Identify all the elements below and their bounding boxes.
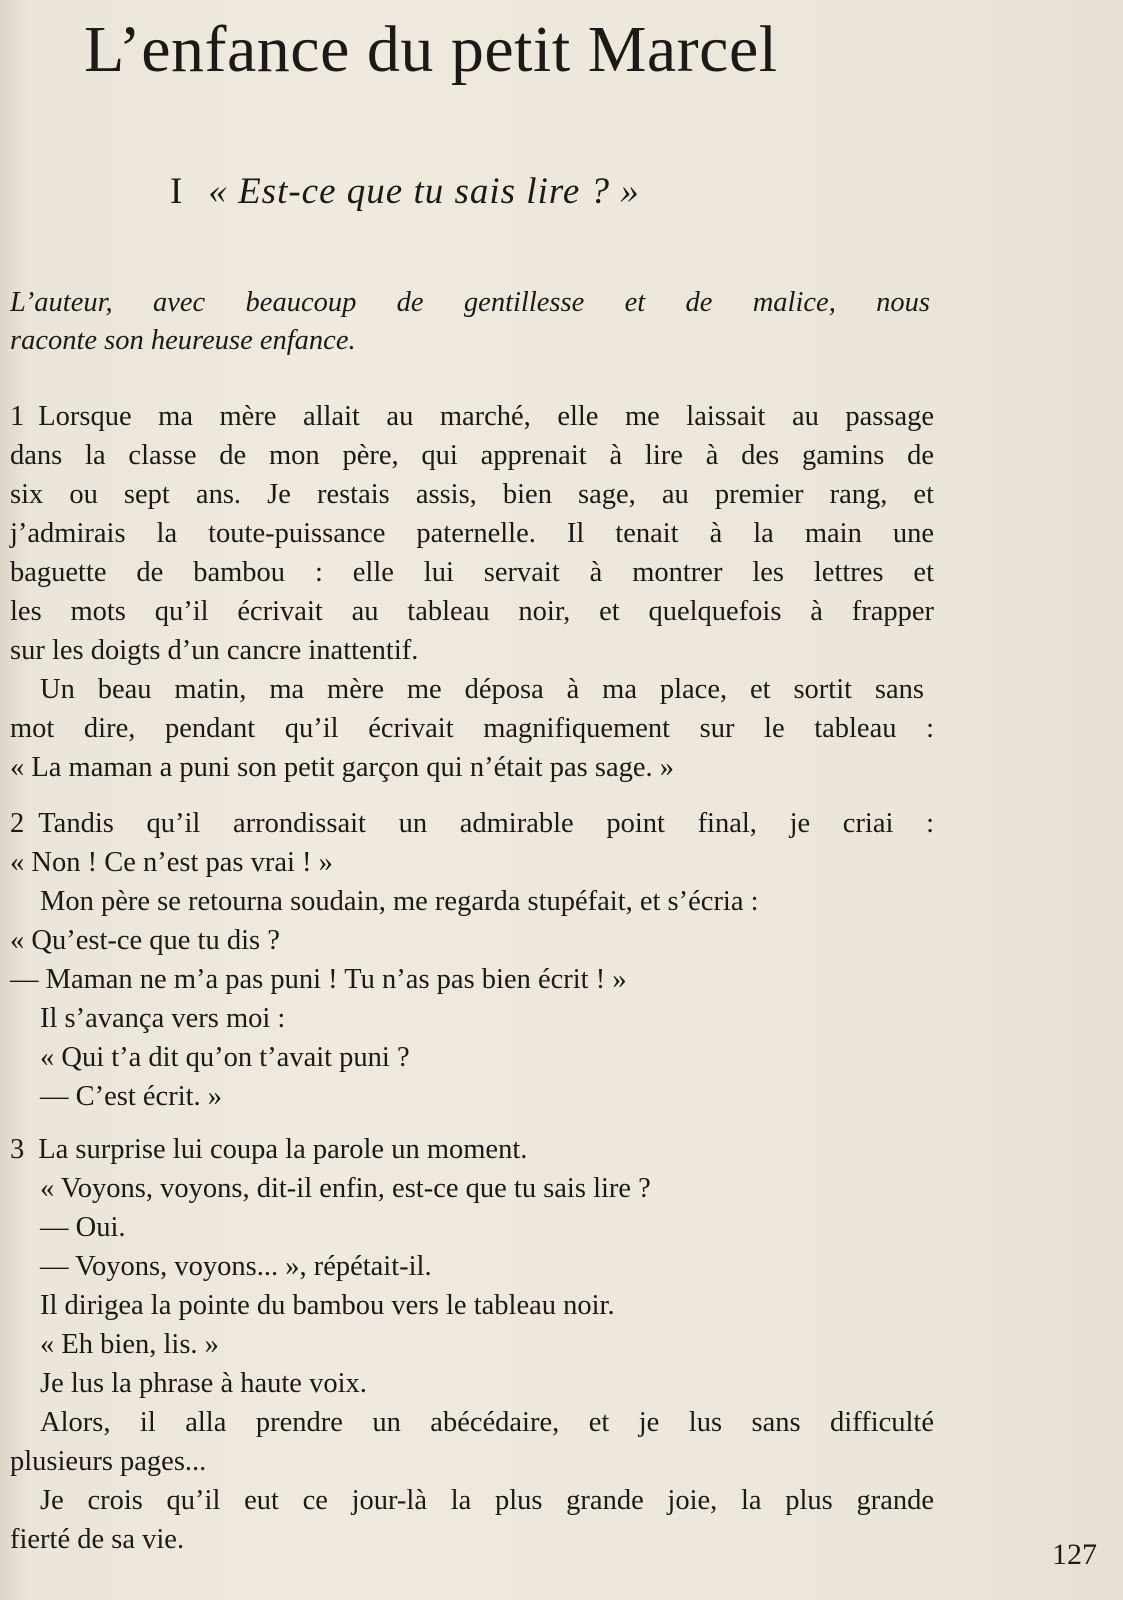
text-line: Un beau matin, ma mère me déposa à ma place, et sortit sans: [40, 674, 924, 705]
text-line: 3 La surprise lui coupa la parole un moment.: [10, 1134, 528, 1165]
text-line: — Voyons, voyons... », répétait-il.: [40, 1251, 432, 1282]
text-line: les mots qu’il écrivait au tableau noir, et quelquefois à frapper: [10, 596, 934, 627]
paragraph-number: 3: [10, 1134, 25, 1165]
chapter-heading: [170, 170, 640, 213]
text-line: mot dire, pendant qu’il écrivait magnifiquement sur le tableau :: [10, 713, 934, 744]
text-line: « Qui t’a dit qu’on t’avait puni ?: [40, 1042, 410, 1073]
text-line: « Non ! Ce n’est pas vrai ! »: [10, 847, 333, 878]
chapter-number: I: [170, 171, 183, 212]
text-line: dans la classe de mon père, qui apprenait à lire à des gamins de: [10, 440, 934, 471]
paragraph-number: 2: [10, 808, 25, 839]
paragraph-number: 1: [10, 401, 25, 432]
page-title: L’enfance du petit Marcel: [84, 13, 778, 86]
page-number: 127: [1052, 1538, 1097, 1571]
text-line: Alors, il alla prendre un abécédaire, et je lus sans difficulté: [40, 1407, 934, 1438]
text-line: Il s’avança vers moi :: [40, 1003, 286, 1034]
text-line: sur les doigts d’un cancre inattentif.: [10, 635, 419, 666]
text-line: Mon père se retourna soudain, me regarda stupéfait, et s’écria :: [40, 886, 759, 917]
text-line: 1 Lorsque ma mère allait au marché, elle me laissait au passage: [10, 401, 934, 432]
text-line: baguette de bambou : elle lui servait à montrer les lettres et: [10, 557, 934, 588]
text-line: Il dirigea la pointe du bambou vers le tableau noir.: [40, 1290, 615, 1321]
text-line: 2 Tandis qu’il arrondissait un admirable point final, je criai :: [10, 808, 934, 839]
text-line: plusieurs pages...: [10, 1446, 207, 1477]
text-line: « La maman a puni son petit garçon qui n’était pas sage. »: [10, 752, 675, 783]
text-line: fierté de sa vie.: [10, 1524, 185, 1555]
text-line: — Oui.: [40, 1212, 126, 1243]
text-line: « Voyons, voyons, dit-il enfin, est-ce que tu sais lire ?: [40, 1173, 651, 1204]
intro-line: L’auteur, avec beaucoup de gentillesse et de malice, nous: [10, 287, 930, 318]
text-line: — Maman ne m’a pas puni ! Tu n’as pas bien écrit ! »: [10, 964, 627, 995]
text-line: « Qu’est-ce que tu dis ?: [10, 925, 280, 956]
text-line: Je lus la phrase à haute voix.: [40, 1368, 367, 1399]
chapter-title: « Est-ce que tu sais lire ? »: [208, 171, 640, 212]
intro-line: raconte son heureuse enfance.: [10, 325, 356, 356]
text-line: — C’est écrit. »: [40, 1081, 223, 1112]
text-line: « Eh bien, lis. »: [40, 1329, 219, 1360]
intro-text: [10, 284, 930, 360]
text-line: Je crois qu’il eut ce jour-là la plus grande joie, la plus grande: [40, 1485, 934, 1516]
text-line: six ou sept ans. Je restais assis, bien sage, au premier rang, et: [10, 479, 934, 510]
text-line: j’admirais la toute-puissance paternelle. Il tenait à la main une: [10, 518, 934, 549]
